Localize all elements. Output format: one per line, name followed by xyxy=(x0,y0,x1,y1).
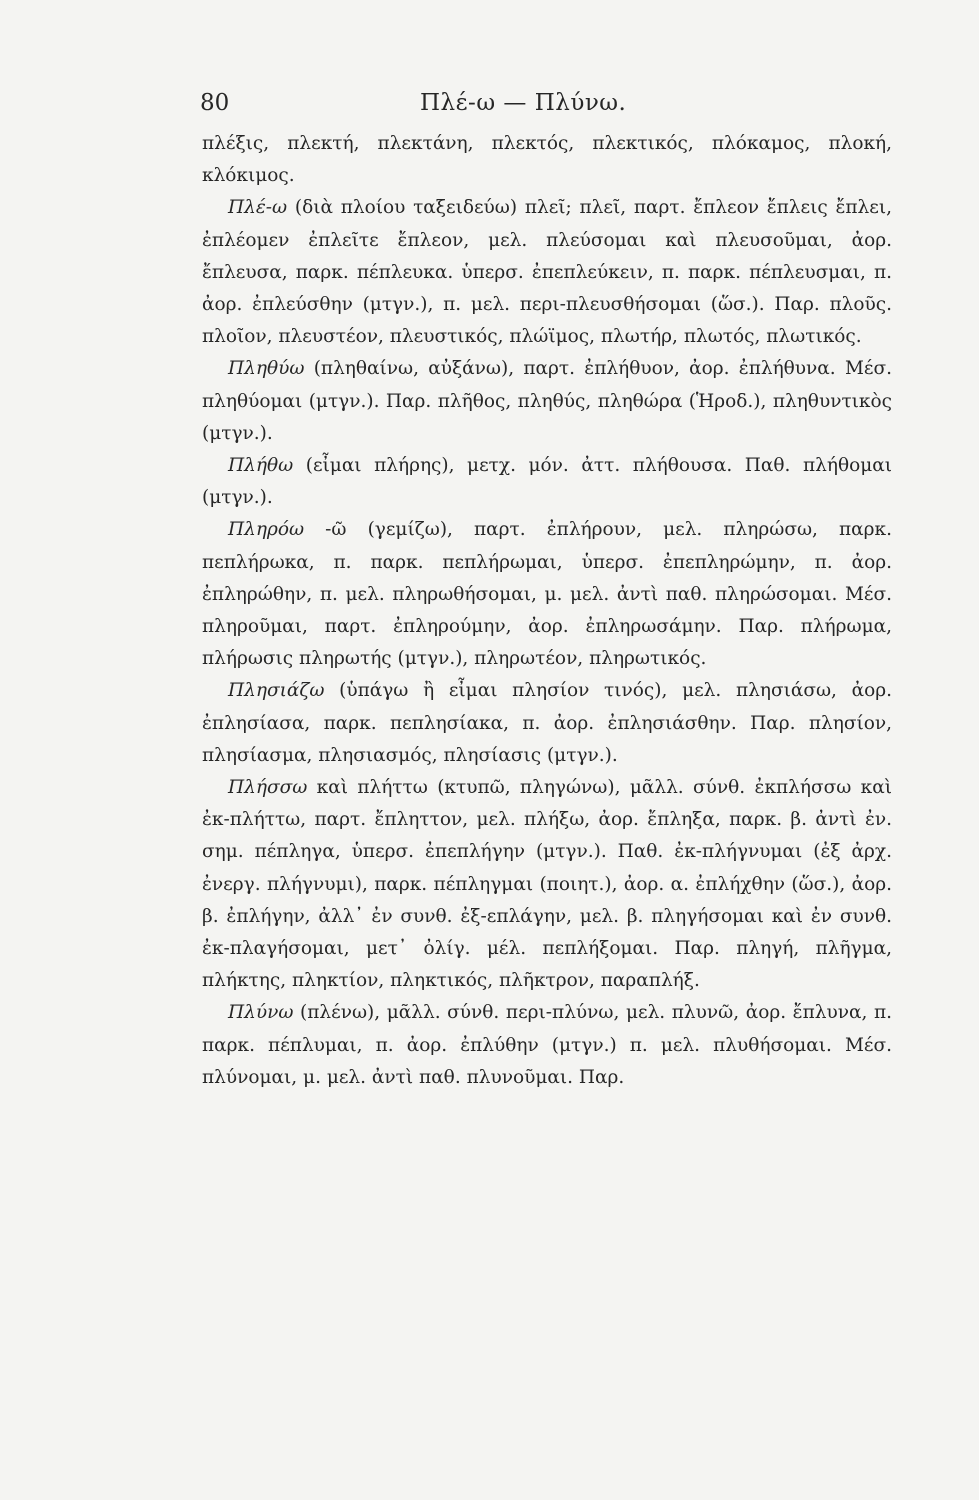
entry-headword: Πλύνω xyxy=(228,1002,294,1024)
entry-pleroo xyxy=(202,514,892,675)
running-title: Πλέ-ω — Πλύνω. xyxy=(420,90,627,116)
entry-text: (διὰ πλοίου ταξειδεύω) πλεῖ; πλεῖ, παρτ. ἔπλεον ἔπλεις ἔπλει, ἐπλέομεν ἐπλεῖτε ἔπλεον, μελ. πλεύσομαι καὶ πλευσοῦμαι, ἀορ. ἔπλευσα, παρκ. πέπλευκα. ὑπερσ. ἐπεπλεύκειν, π. παρκ. πέπλευσμαι, π. ἀορ. ἐπλεύσθην (μτγν.), π. μελ. περι-πλευσθήσομαι (ὥσ.). Παρ. πλοῦς. πλοῖον, πλευστέον, πλευστικός, πλώϊμος, πλωτήρ, πλωτός, πλωτικός. xyxy=(202,197,892,348)
entry-text: πλέξις, πλεκτή, πλεκτάνη, πλεκτός, πλεκτικός, πλόκαμος, πλοκή, κλόκιμος. xyxy=(202,133,892,187)
entry-pleo xyxy=(202,192,892,353)
entry-text: (εἶμαι πλήρης), μετχ. μόν. ἀττ. πλήθουσα. Παθ. πλήθομαι (μτγν.). xyxy=(202,455,892,509)
page-body xyxy=(202,128,892,1094)
entry-text: καὶ πλήττω (κτυπῶ, πληγώνω), μᾶλλ. σύνθ. ἐκπλήσσω καὶ ἐκ-πλήττω, παρτ. ἔπληττον, μελ. πλήξω, ἀορ. ἔπληξα, παρκ. β. ἀντὶ ἐν. σημ. πέπληγα, ὑπερσ. ἐπεπλήγην (μτγν.). Παθ. ἐκ-πλήγνυμαι (ἐξ ἀρχ. ἐνεργ. πλήγνυμι), παρκ. πέπληγμαι (ποιητ.), ἀορ. α. ἐπλήχθην (ὥσ.), ἀορ. β. ἐπλήγην, ἀλλ᾽ ἐν συνθ. ἐξ-επλάγην, μελ. β. πληγήσομαι καὶ ἐν συνθ. ἐκ-πλαγήσομαι, μετ᾽ ὀλίγ. μέλ. πεπλήξομαι. Παρ. πληγή, πλῆγμα, πλήκτης, πληκτίον, πληκτικός, πλῆκτρον, παραπλήξ. xyxy=(202,777,892,992)
entry-text: (πληθαίνω, αὐξάνω), παρτ. ἐπλήθυον, ἀορ. ἐπλήθυνα. Μέσ. πληθύομαι (μτγν.). Παρ. πλῆθος, πληθύς, πληθώρα (Ἡροδ.), πληθυντικὸς (μτγν.). xyxy=(202,358,892,444)
entry-headword: Πλήσσω xyxy=(228,777,308,799)
entry-pletho xyxy=(202,450,892,514)
entry-text: (ὑπάγω ἢ εἶμαι πλησίον τινός), μελ. πλησιάσω, ἀορ. ἐπλησίασα, παρκ. πεπλησίακα, π. ἀορ. ἐπλησιάσθην. Παρ. πλησίον, πλησίασμα, πλησιασμός, πλησίασις (μτγν.). xyxy=(202,680,892,766)
entry-text: (πλένω), μᾶλλ. σύνθ. περι-πλύνω, μελ. πλυνῶ, ἀορ. ἔπλυνα, π. παρκ. πέπλυμαι, π. ἀορ. ἐπλύθην (μτγν.) π. μελ. πλυθήσομαι. Μέσ. πλύνομαι, μ. μελ. ἀντὶ παθ. πλυνοῦμαι. Παρ. xyxy=(202,1002,892,1088)
entry-headword: Πλήθω xyxy=(228,455,294,477)
entry-plethyo xyxy=(202,353,892,450)
page-number: 80 xyxy=(200,90,230,116)
entry-headword: Πλέ-ω xyxy=(228,197,288,219)
entry-text: -ῶ (γεμίζω), παρτ. ἐπλήρουν, μελ. πληρώσω, παρκ. πεπλήρωκα, π. παρκ. πεπλήρωμαι, ὑπερσ. ἐπεπληρώμην, π. ἀορ. ἐπληρώθην, π. μελ. πληρωθήσομαι, μ. μελ. ἀντὶ παθ. πληρώσομαι. Μέσ. πληροῦμαι, παρτ. ἐπληρούμην, ἀορ. ἐπληρωσάμην. Παρ. πλήρωμα, πλήρωσις πληρωτής (μτγν.), πληρωτέον, πληρωτικός. xyxy=(202,519,892,670)
entry-plesiazo xyxy=(202,675,892,772)
entry-continuation xyxy=(202,128,892,192)
entry-headword: Πλησιάζω xyxy=(228,680,325,702)
entry-plesso xyxy=(202,772,892,997)
entry-headword: Πληθύω xyxy=(228,358,305,380)
entry-plyno xyxy=(202,997,892,1094)
entry-headword: Πληρόω xyxy=(228,519,305,541)
